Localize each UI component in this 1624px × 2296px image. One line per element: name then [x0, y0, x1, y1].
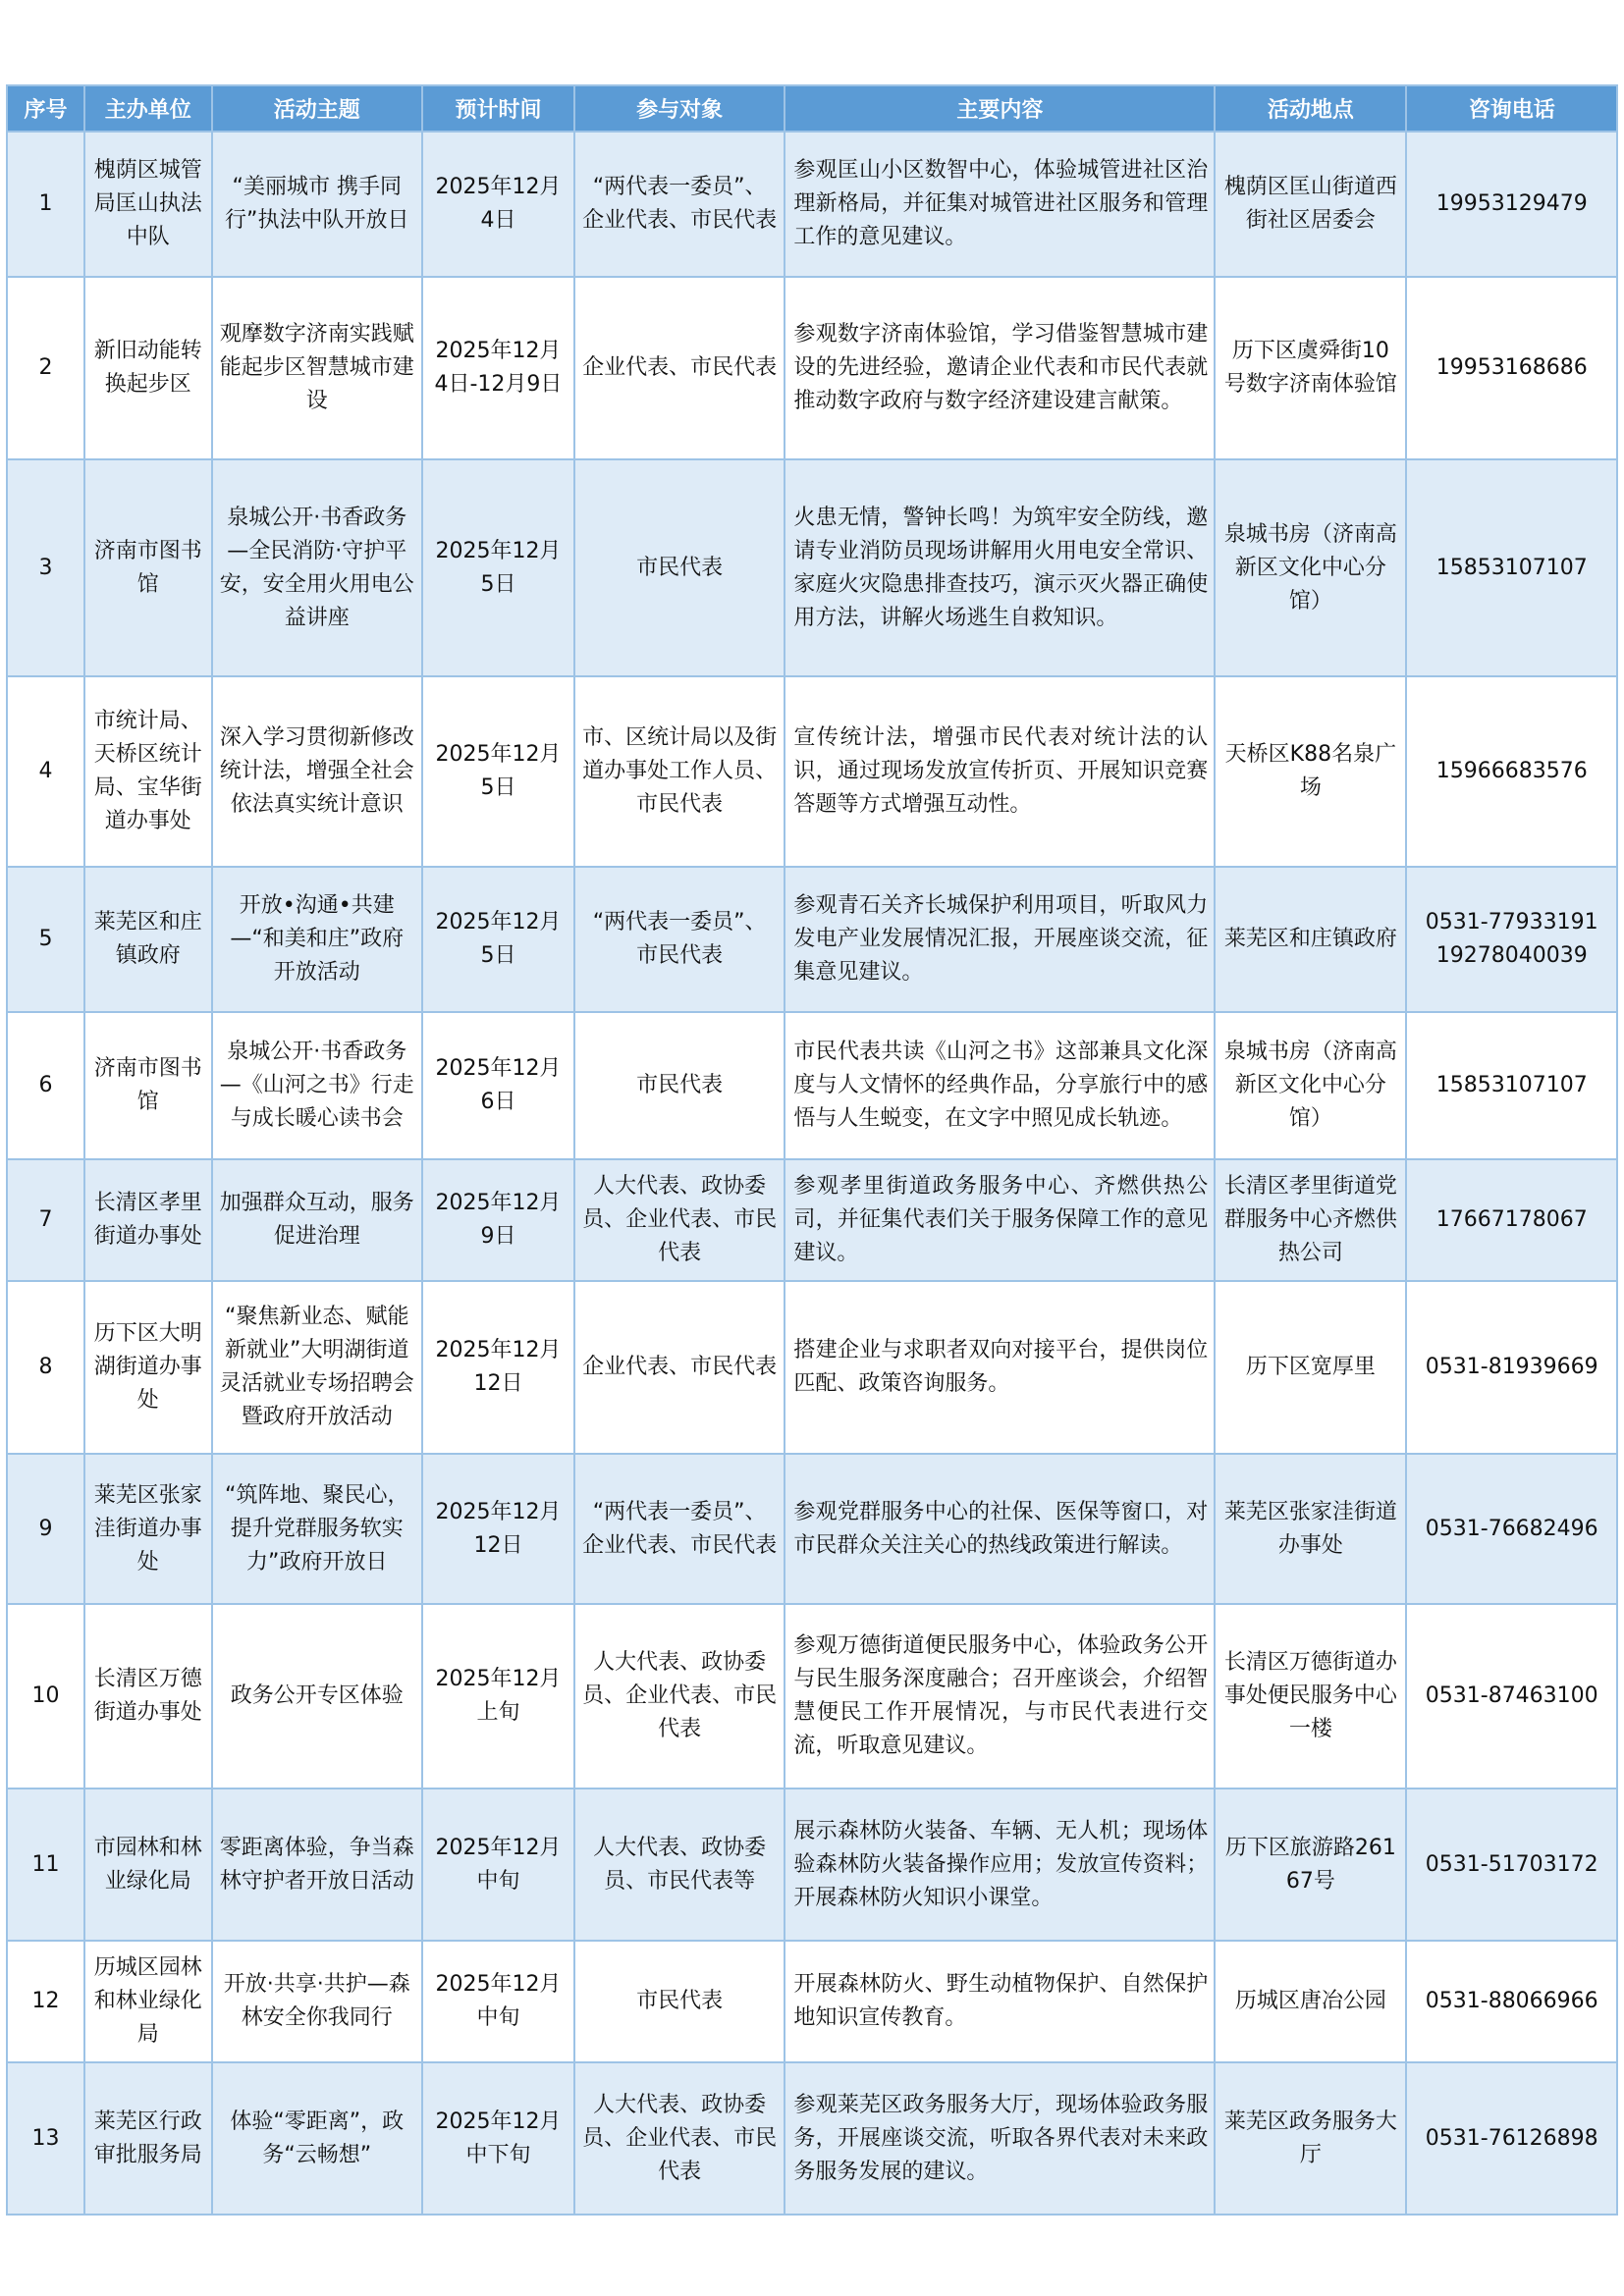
activity-location-cell: 历下区旅游路26167号: [1215, 1789, 1406, 1941]
host-unit-cell: 市统计局、天桥区统计局、宝华街道办事处: [84, 676, 212, 867]
activity-theme-cell: 开放·共享·共护—森林安全你我同行: [212, 1941, 422, 2062]
activity-location-cell: 长清区孝里街道党群服务中心齐燃供热公司: [1215, 1159, 1406, 1281]
participants-cell: 市民代表: [574, 459, 785, 676]
table-row: [7, 867, 1617, 1012]
participants-cell: “两代表一委员”、企业代表、市民代表: [574, 1454, 785, 1604]
scheduled-time-cell: 2025年12月中下旬: [422, 2062, 574, 2215]
row-number-cell: 6: [7, 1012, 84, 1159]
phone-number: 19953168686: [1435, 355, 1588, 380]
host-unit-cell: 槐荫区城管局匡山执法中队: [84, 132, 212, 277]
main-content-cell: 参观党群服务中心的社保、医保等窗口，对市民群众关注关心的热线政策进行解读。: [785, 1454, 1215, 1604]
scheduled-time-cell: 2025年12月5日: [422, 867, 574, 1012]
main-content-cell: 开展森林防火、野生动植物保护、自然保护地知识宣传教育。: [785, 1941, 1215, 2062]
host-unit-cell: 莱芜区行政审批服务局: [84, 2062, 212, 2215]
scheduled-time-cell: 2025年12月6日: [422, 1012, 574, 1159]
scheduled-time-cell: 2025年12月5日: [422, 676, 574, 867]
host-unit-cell: 莱芜区和庄镇政府: [84, 867, 212, 1012]
table-body: [7, 132, 1617, 2215]
host-unit-cell: 历下区大明湖街道办事处: [84, 1281, 212, 1454]
participants-cell: 市民代表: [574, 1012, 785, 1159]
header-cell-target: 参与对象: [574, 85, 785, 132]
phone-number: 0531-81939669: [1425, 1355, 1598, 1379]
phone-number: 19278040039: [1435, 943, 1588, 968]
activity-location-cell: 莱芜区政务服务大厅: [1215, 2062, 1406, 2215]
phone-cell: [1406, 867, 1617, 1012]
phone-cell: [1406, 1789, 1617, 1941]
participants-cell: 市民代表: [574, 1941, 785, 2062]
scheduled-time-cell: 2025年12月12日: [422, 1281, 574, 1454]
header-cell-content: 主要内容: [785, 85, 1215, 132]
phone-cell: [1406, 676, 1617, 867]
activity-location-cell: 泉城书房（济南高新区文化中心分馆）: [1215, 1012, 1406, 1159]
main-content-cell: 参观万德街道便民服务中心，体验政务公开与民生服务深度融合；召开座谈会，介绍智慧便民工作开展情况，与市民代表进行交流，听取意见建议。: [785, 1604, 1215, 1789]
activity-theme-cell: 零距离体验，争当森林守护者开放日活动: [212, 1789, 422, 1941]
host-unit-cell: 济南市图书馆: [84, 459, 212, 676]
table-row: [7, 1281, 1617, 1454]
participants-cell: “两代表一委员”、市民代表: [574, 867, 785, 1012]
scheduled-time-cell: 2025年12月上旬: [422, 1604, 574, 1789]
phone-cell: [1406, 1159, 1617, 1281]
phone-number: 0531-88066966: [1425, 1989, 1598, 2013]
host-unit-cell: 长清区万德街道办事处: [84, 1604, 212, 1789]
phone-number: 0531-77933191: [1425, 910, 1598, 934]
main-content-cell: 参观孝里街道政务服务中心、齐燃供热公司，并征集代表们关于服务保障工作的意见建议。: [785, 1159, 1215, 1281]
table-row: [7, 1604, 1617, 1789]
row-number-cell: 12: [7, 1941, 84, 2062]
phone-cell: [1406, 1012, 1617, 1159]
header-cell-host: 主办单位: [84, 85, 212, 132]
phone-number: 0531-76126898: [1425, 2125, 1598, 2151]
activity-theme-cell: 观摩数字济南实践赋能起步区智慧城市建设: [212, 277, 422, 459]
activity-theme-cell: 开放•沟通•共建—“和美和庄”政府开放活动: [212, 867, 422, 1012]
scheduled-time-cell: 2025年12月12日: [422, 1454, 574, 1604]
phone-cell: [1406, 1941, 1617, 2062]
row-number-cell: 11: [7, 1789, 84, 1941]
header-cell-theme: 活动主题: [212, 85, 422, 132]
activity-theme-cell: “聚焦新业态、赋能新就业”大明湖街道灵活就业专场招聘会暨政府开放活动: [212, 1281, 422, 1454]
row-number-cell: 9: [7, 1454, 84, 1604]
host-unit-cell: 济南市图书馆: [84, 1012, 212, 1159]
activity-theme-cell: 泉城公开·书香政务—全民消防·守护平安，安全用火用电公益讲座: [212, 459, 422, 676]
activity-theme-cell: 体验“零距离”，政务“云畅想”: [212, 2062, 422, 2215]
scheduled-time-cell: 2025年12月9日: [422, 1159, 574, 1281]
phone-cell: [1406, 1281, 1617, 1454]
activity-theme-cell: 深入学习贯彻新修改统计法，增强全社会依法真实统计意识: [212, 676, 422, 867]
row-number-cell: 13: [7, 2062, 84, 2215]
main-content-cell: 市民代表共读《山河之书》这部兼具文化深度与人文情怀的经典作品，分享旅行中的感悟与人生蜕变，在文字中照见成长轨迹。: [785, 1012, 1215, 1159]
row-number-cell: 4: [7, 676, 84, 867]
main-content-cell: 参观莱芜区政务服务大厅，现场体验政务服务，开展座谈交流，听取各界代表对未来政务服务发展的建议。: [785, 2062, 1215, 2215]
row-number-cell: 5: [7, 867, 84, 1012]
participants-cell: 人大代表、政协委员、企业代表、市民代表: [574, 1604, 785, 1789]
phone-cell: [1406, 459, 1617, 676]
phone-number: 17667178067: [1435, 1207, 1588, 1232]
phone-number: 0531-87463100: [1425, 1683, 1598, 1708]
main-content-cell: 搭建企业与求职者双向对接平台，提供岗位匹配、政策咨询服务。: [785, 1281, 1215, 1454]
phone-cell: [1406, 277, 1617, 459]
host-unit-cell: 新旧动能转换起步区: [84, 277, 212, 459]
table-row: [7, 2062, 1617, 2215]
header-cell-location: 活动地点: [1215, 85, 1406, 132]
activity-location-cell: 历下区宽厚里: [1215, 1281, 1406, 1454]
main-content-cell: 参观匡山小区数智中心，体验城管进社区治理新格局，并征集对城管进社区服务和管理工作的意见建议。: [785, 132, 1215, 277]
scheduled-time-cell: 2025年12月4日: [422, 132, 574, 277]
participants-cell: 人大代表、政协委员、市民代表等: [574, 1789, 785, 1941]
table-row: [7, 1012, 1617, 1159]
row-number-cell: 3: [7, 459, 84, 676]
activity-location-cell: 莱芜区和庄镇政府: [1215, 867, 1406, 1012]
phone-cell: [1406, 1454, 1617, 1604]
host-unit-cell: 长清区孝里街道办事处: [84, 1159, 212, 1281]
main-content-cell: 展示森林防火装备、车辆、无人机；现场体验森林防火装备操作应用；发放宣传资料；开展森林防火知识小课堂。: [785, 1789, 1215, 1941]
header-cell-phone: 咨询电话: [1406, 85, 1617, 132]
host-unit-cell: 莱芜区张家洼街道办事处: [84, 1454, 212, 1604]
participants-cell: “两代表一委员”、企业代表、市民代表: [574, 132, 785, 277]
row-number-cell: 2: [7, 277, 84, 459]
main-content-cell: 参观数字济南体验馆，学习借鉴智慧城市建设的先进经验，邀请企业代表和市民代表就推动数字政府与数字经济建设建言献策。: [785, 277, 1215, 459]
row-number-cell: 1: [7, 132, 84, 277]
phone-number: 0531-51703172: [1425, 1851, 1598, 1877]
table-row: [7, 676, 1617, 867]
row-number-cell: 7: [7, 1159, 84, 1281]
participants-cell: 人大代表、政协委员、企业代表、市民代表: [574, 2062, 785, 2215]
table-row: [7, 277, 1617, 459]
phone-cell: [1406, 132, 1617, 277]
header-cell-no: 序号: [7, 85, 84, 132]
table-row: [7, 1789, 1617, 1941]
phone-cell: [1406, 2062, 1617, 2215]
table-row: [7, 459, 1617, 676]
scheduled-time-cell: 2025年12月中旬: [422, 1941, 574, 2062]
activity-location-cell: 莱芜区张家洼街道办事处: [1215, 1454, 1406, 1604]
header-cell-time: 预计时间: [422, 85, 574, 132]
activity-location-cell: 槐荫区匡山街道西街社区居委会: [1215, 132, 1406, 277]
row-number-cell: 10: [7, 1604, 84, 1789]
phone-number: 0531-76682496: [1425, 1516, 1598, 1541]
activity-location-cell: 历下区虞舜街10号数字济南体验馆: [1215, 277, 1406, 459]
events-table: [6, 84, 1618, 2216]
scheduled-time-cell: 2025年12月5日: [422, 459, 574, 676]
phone-number: 15853107107: [1435, 555, 1588, 580]
main-content-cell: 火患无情，警钟长鸣！为筑牢安全防线，邀请专业消防员现场讲解用火用电安全常识、家庭火灾隐患排查技巧，演示灭火器正确使用方法，讲解火场逃生自救知识。: [785, 459, 1215, 676]
activity-theme-cell: 加强群众互动，服务促进治理: [212, 1159, 422, 1281]
phone-number: 15853107107: [1435, 1073, 1588, 1097]
participants-cell: 人大代表、政协委员、企业代表、市民代表: [574, 1159, 785, 1281]
participants-cell: 企业代表、市民代表: [574, 1281, 785, 1454]
table-row: [7, 1454, 1617, 1604]
activity-theme-cell: 泉城公开·书香政务—《山河之书》行走与成长暖心读书会: [212, 1012, 422, 1159]
host-unit-cell: 历城区园林和林业绿化局: [84, 1941, 212, 2062]
main-content-cell: 宣传统计法，增强市民代表对统计法的认识，通过现场发放宣传折页、开展知识竞赛答题等方式增强互动性。: [785, 676, 1215, 867]
row-number-cell: 8: [7, 1281, 84, 1454]
activity-location-cell: 历城区唐冶公园: [1215, 1941, 1406, 2062]
activity-theme-cell: “筑阵地、聚民心，提升党群服务软实力”政府开放日: [212, 1454, 422, 1604]
scheduled-time-cell: 2025年12月4日-12月9日: [422, 277, 574, 459]
scheduled-time-cell: 2025年12月中旬: [422, 1789, 574, 1941]
table-row: [7, 132, 1617, 277]
main-content-cell: 参观青石关齐长城保护利用项目，听取风力发电产业发展情况汇报，开展座谈交流，征集意见建议。: [785, 867, 1215, 1012]
table-row: [7, 1941, 1617, 2062]
table-row: [7, 1159, 1617, 1281]
participants-cell: 企业代表、市民代表: [574, 277, 785, 459]
activity-theme-cell: 政务公开专区体验: [212, 1604, 422, 1789]
participants-cell: 市、区统计局以及街道办事处工作人员、市民代表: [574, 676, 785, 867]
activity-location-cell: 天桥区K88名泉广场: [1215, 676, 1406, 867]
activity-theme-cell: “美丽城市 携手同行”执法中队开放日: [212, 132, 422, 277]
phone-number: 19953129479: [1435, 191, 1588, 216]
phone-number: 15966683576: [1435, 759, 1588, 783]
host-unit-cell: 市园林和林业绿化局: [84, 1789, 212, 1941]
phone-cell: [1406, 1604, 1617, 1789]
header-row: [7, 85, 1617, 132]
activity-location-cell: 长清区万德街道办事处便民服务中心一楼: [1215, 1604, 1406, 1789]
activity-location-cell: 泉城书房（济南高新区文化中心分馆）: [1215, 459, 1406, 676]
